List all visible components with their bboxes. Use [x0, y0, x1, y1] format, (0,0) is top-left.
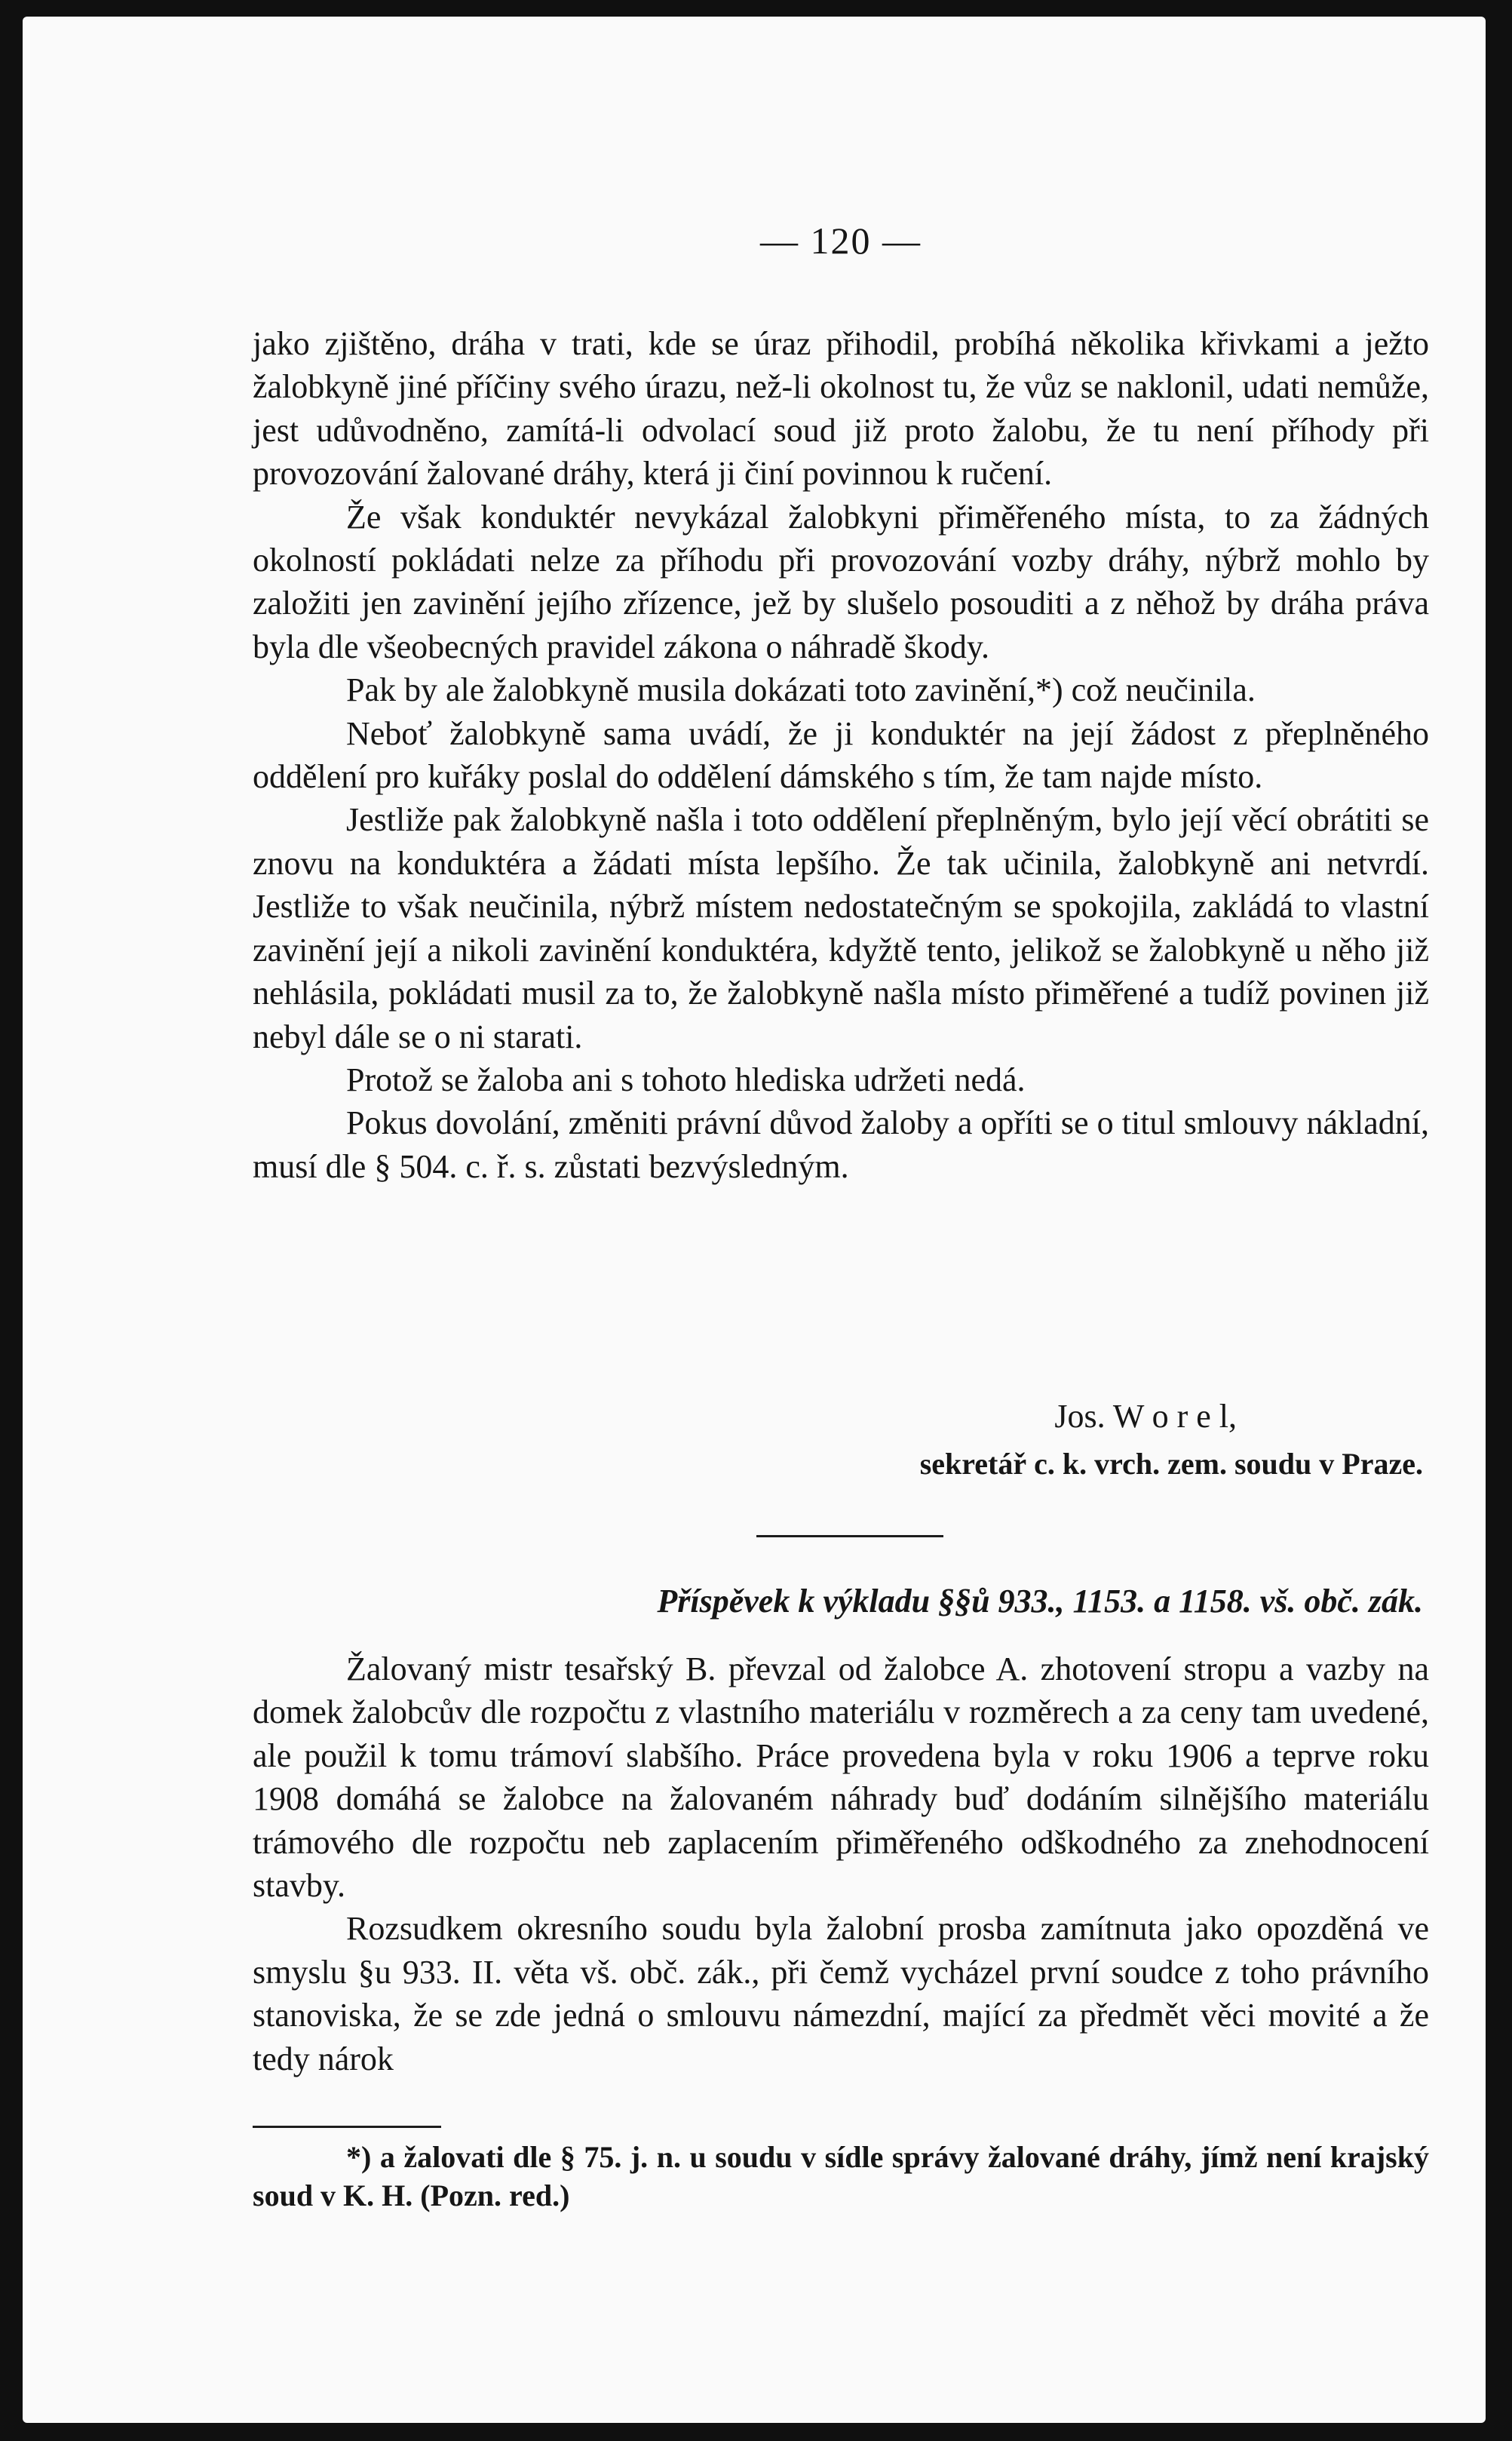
paragraph: Pokus dovolání, změniti právní důvod žaloby a opříti se o titul smlouvy nákladní, musí dle § 504. c. ř. s. zůstati bezvýsledným.	[253, 1104, 1429, 1185]
paragraph: Neboť žalobkyně sama uvádí, že ji konduktér na její žádost z přeplněného oddělení pro kuřáky poslal do oddělení dámského s tím, že tam najde místo.	[253, 714, 1429, 796]
signature-name: Jos. W o r e l,	[1054, 1398, 1237, 1435]
section-divider	[756, 1535, 943, 1537]
paragraph: Protož se žaloba ani s tohoto hlediska udržeti nedá.	[346, 1061, 1026, 1098]
paragraph: jako zjištěno, dráha v trati, kde se úraz přihodil, probíhá několika křivkami a ježto žalobkyně jiné příčiny svého úrazu, než-li okolnost tu, že vůz se naklonil, udati nemůže, jest udůvodněno, zamítá-li odvolací soud již proto žalobu, že tu není příhody při provozování žalované dráhy, která ji činí povinnou k ručení.	[253, 325, 1429, 493]
paragraph: Že však konduktér nevykázal žalobkyni přiměřeného místa, to za žádných okolností pokládati nelze za příhodu při provozování vozby dráhy, nýbrž mohlo by založiti jen zavinění jejího zřízence, jež by slušelo posouditi a z něhož by dráha práva byla dle všeobecných pravidel zákona o náhradě škody.	[253, 498, 1429, 665]
signature-role: sekretář c. k. vrch. zem. soudu v Praze.	[919, 1447, 1423, 1481]
section-title: Příspěvek k výkladu §§ů 933., 1153. a 1158. vš. obč. zák.	[657, 1583, 1423, 1620]
paragraph: Rozsudkem okresního soudu byla žalobní prosba zamítnuta jako opozděná ve smyslu §u 933. II. věta vš. obč. zák., při čemž vycházel první soudce z toho právního stanoviska, že se zde jedná o smlouvu námezdní, mající za předmět věci movité a že tedy nárok	[253, 1910, 1429, 2077]
paragraph: Žalovaný mistr tesařský B. převzal od žalobce A. zhotovení stropu a vazby na domek žalobcův dle rozpočtu z vlastního materiálu v rozměrech a za ceny tam uvedené, ale použil k tomu trámoví slabšího. Práce provedena byla v roku 1906 a teprve roku 1908 domáhá se žalobce na žalovaném náhrady buď dodáním silnějšího materiálu trámového dle rozpočtu neb zaplacením přiměřeného odškodného za znehodnocení stavby.	[253, 1650, 1429, 1905]
paragraph: Pak by ale žalobkyně musila dokázati toto zavinění,*) což neučinila.	[346, 671, 1256, 709]
text-section-1	[253, 322, 1429, 1188]
footnote: *) a žalovati dle § 75. j. n. u soudu v sídle správy žalované dráhy, jímž není krajský soud v K. H. (Pozn. red.)	[253, 2140, 1429, 2212]
paragraph: Jestliže pak žalobkyně našla i toto oddělení přeplněným, bylo její věcí obrátiti se znovu na konduktéra a žádati místa lepšího. Že tak učinila, žalobkyně ani netvrdí. Jestliže to však neučinila, nýbrž místem nedostatečným se spokojila, zakládá to vlastní zavinění její a nikoli zavinění konduktéra, kdyžtě tento, jelikož se žalobkyně u něho již nehlásila, pokládati musil za to, že žalobkyně našla místo přiměřené a tudíž povinen již nebyl dále se o ni starati.	[253, 801, 1429, 1055]
footnote-rule	[253, 2126, 441, 2128]
document-page	[23, 17, 1486, 2423]
page-number: — 120 —	[760, 220, 922, 262]
text-section-2	[253, 1647, 1429, 2080]
